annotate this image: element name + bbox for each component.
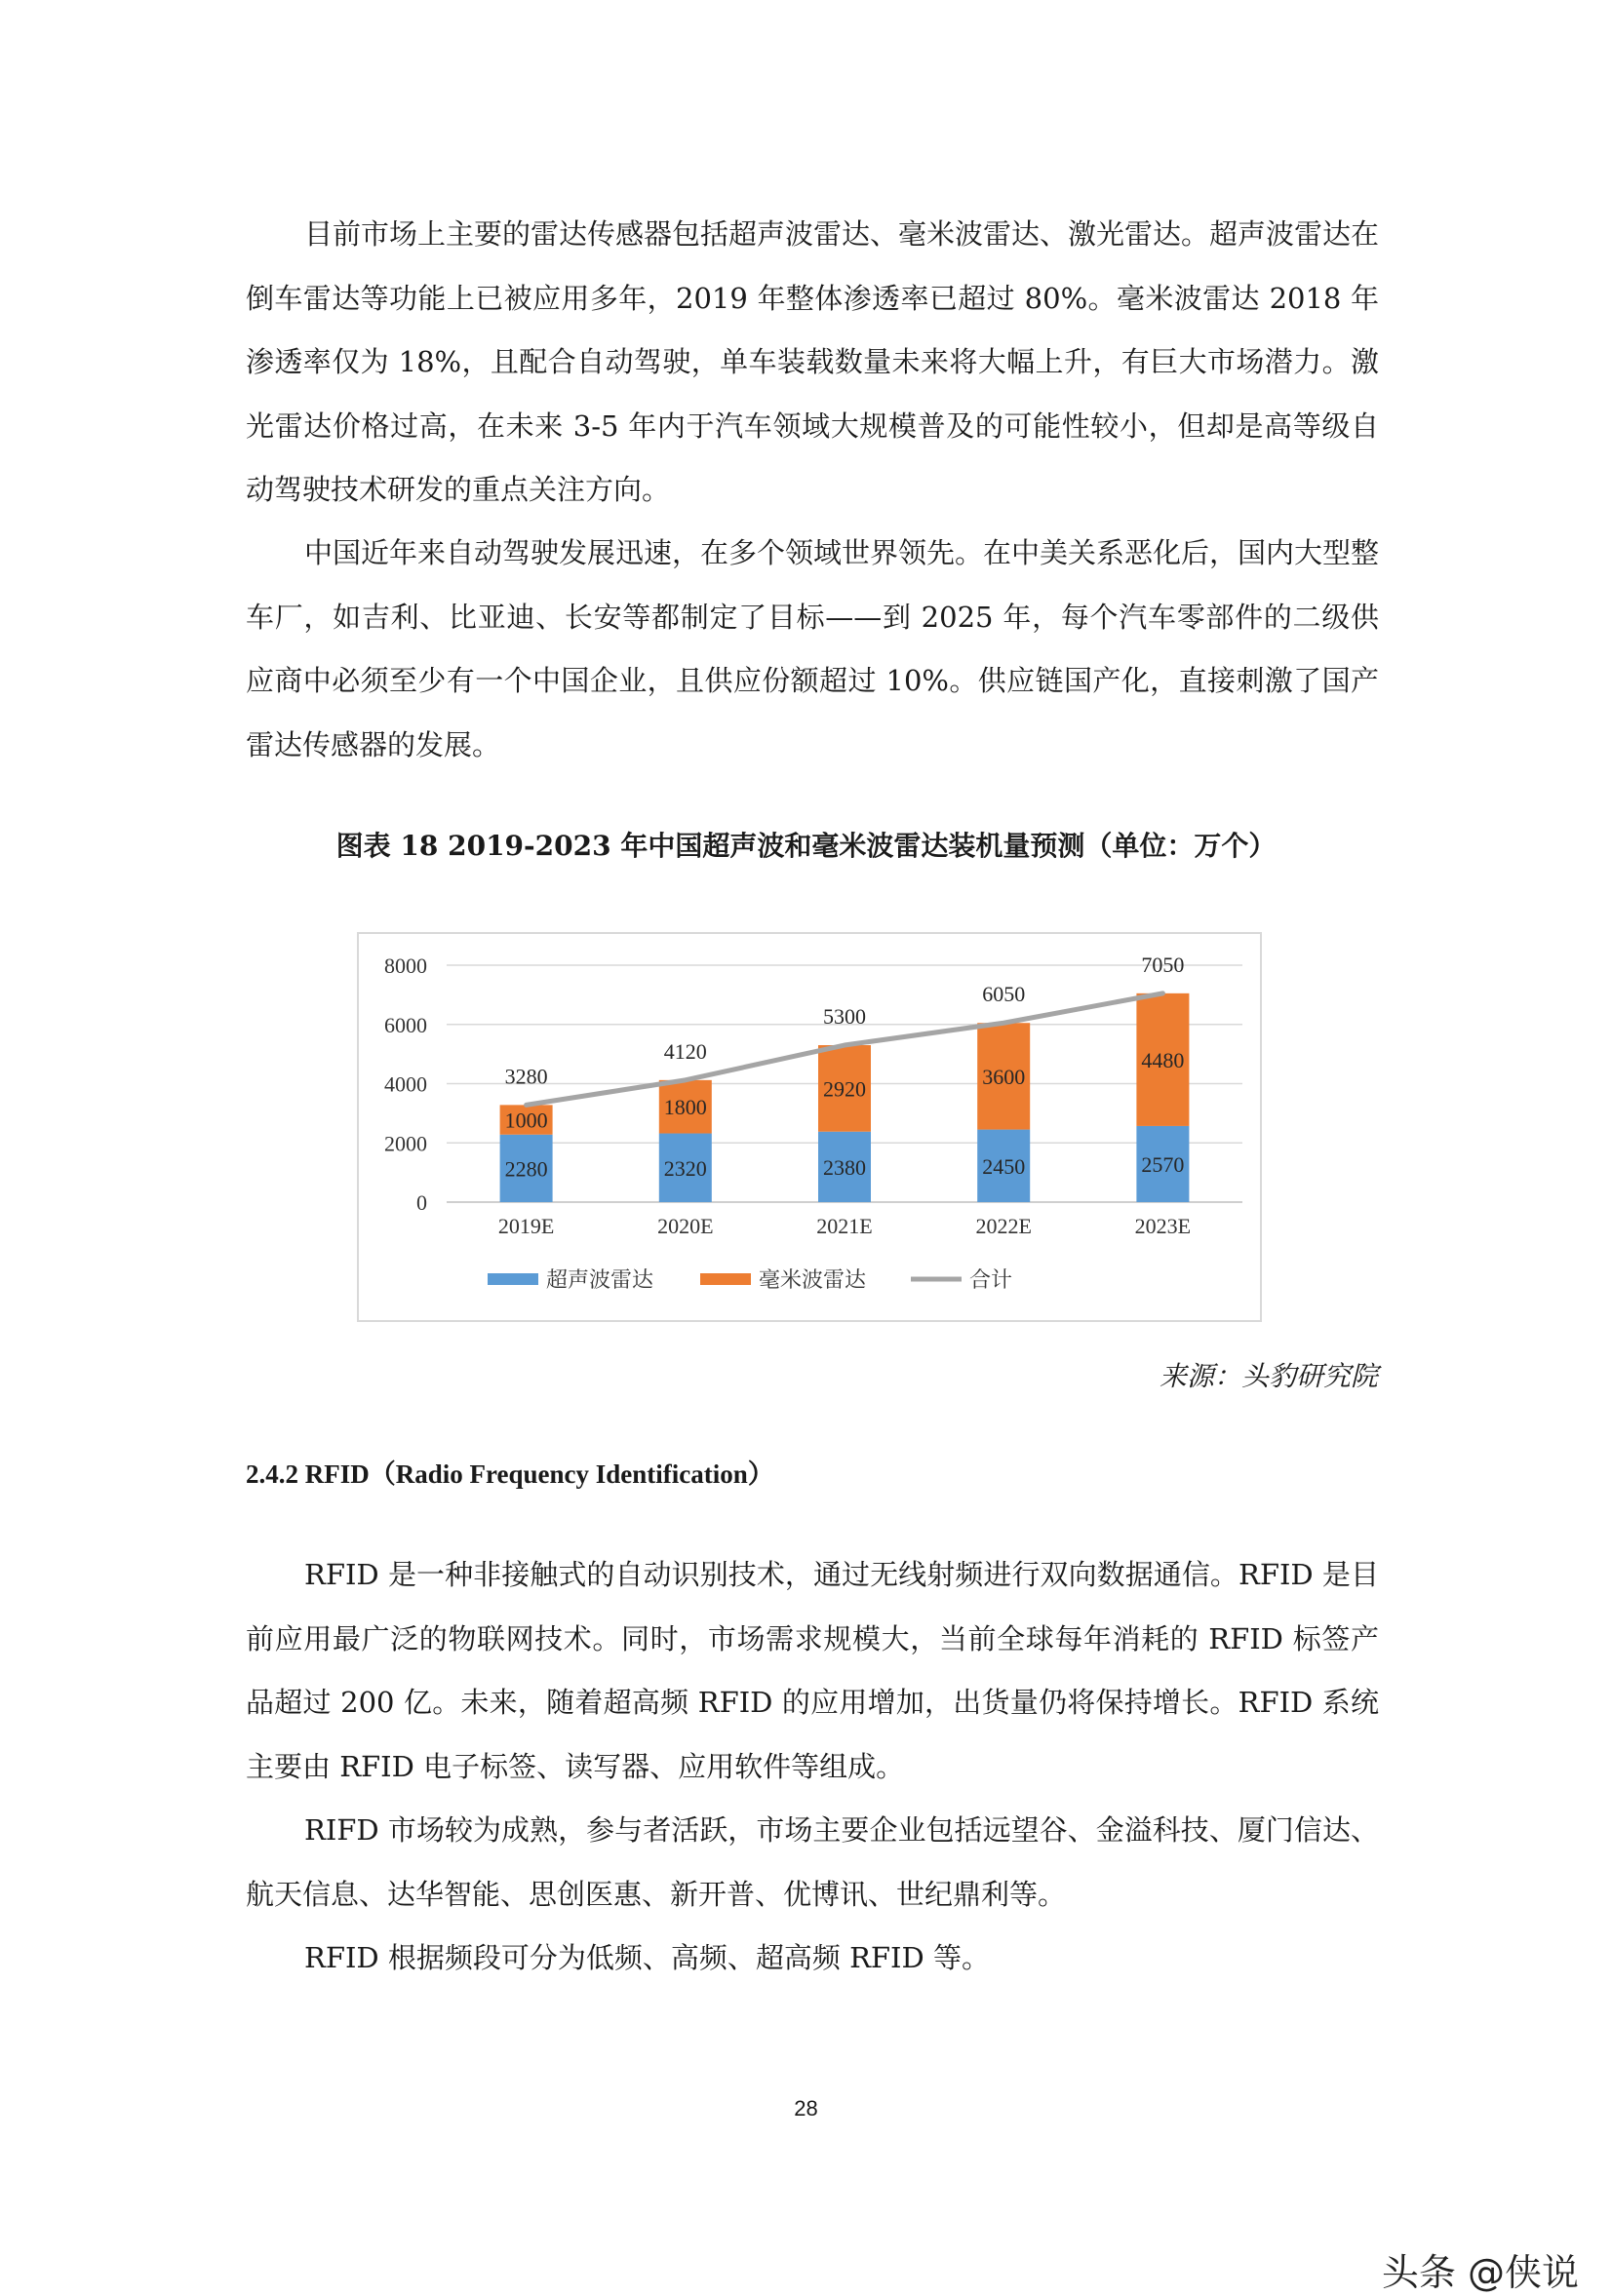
mmwave-data-label: 2920 — [823, 1076, 866, 1102]
ultrasonic-data-label: 2320 — [663, 1155, 707, 1181]
figure-caption: 图表 18 2019-2023 年中国超声波和毫米波雷达装机量预测（单位：万个） — [335, 830, 1277, 862]
watermark: 头条 @侠说 — [1381, 2251, 1579, 2294]
total-data-label: 5300 — [823, 1004, 866, 1030]
ultrasonic-data-label: 2380 — [823, 1154, 866, 1180]
paragraph-rfid-bands: RFID 根据频段可分为低频、高频、超高频 RFID 等。 — [304, 1941, 990, 1974]
page-number: 28 — [794, 2096, 818, 2121]
radar-installation-chart — [359, 934, 1260, 1320]
x-tick-label: 2019E — [497, 1214, 555, 1238]
y-tick-label: 8000 — [384, 953, 427, 978]
mmwave-data-label: 1800 — [663, 1095, 707, 1120]
chart-container — [357, 932, 1262, 1322]
paragraph-china-autonomous-driving: 中国近年来自动驾驶发展迅速，在多个领域世界领先。在中美关系恶化后，国内大型整车厂，如吉利、比亚迪、长安等都制定了目标——到 2025 年，每个汽车零部件的二级供应商中必须至少有一个中国企业，且供应份额超过 10%。供应链国产化，直接刺激了国产雷达传感器的发展。 — [246, 536, 1380, 761]
legend-swatch — [700, 1273, 751, 1285]
y-tick-label: 4000 — [384, 1071, 427, 1097]
x-tick-label: 2021E — [816, 1214, 873, 1238]
total-data-label: 4120 — [663, 1038, 707, 1064]
legend-swatch — [488, 1273, 538, 1285]
legend-label: 超声波雷达 — [546, 1267, 654, 1292]
source-note: 来源：头豹研究院 — [1159, 1360, 1378, 1392]
ultrasonic-data-label: 2570 — [1141, 1151, 1185, 1177]
section-heading: 2.4.2 RFID（Radio Frequency Identification） — [246, 1459, 774, 1489]
paragraph-rfid-intro: RFID 是一种非接触式的自动识别技术，通过无线射频进行双向数据通信。RFID 是目前应用最广泛的物联网技术。同时，市场需求规模大，当前全球每年消耗的 RFID 标签产品超过 200 亿。未来，随着超高频 RFID 的应用增加，出货量仍将保持增长。RFID 系统主要由 RFID 电子标签、读写器、应用软件等组成。 — [246, 1558, 1379, 1783]
mmwave-data-label: 3600 — [982, 1064, 1026, 1089]
legend-label: 合计 — [969, 1267, 1013, 1292]
y-tick-label: 0 — [416, 1190, 427, 1215]
paragraph-radar-sensors: 目前市场上主要的雷达传感器包括超声波雷达、毫米波雷达、激光雷达。超声波雷达在倒车雷达等功能上已被应用多年，2019 年整体渗透率已超过 80%。毫米波雷达 2018 年渗透率仅为 18%，且配合自动驾驶，单车装载数量未来将大幅上升，有巨大市场潜力。激光雷达价格过高，在未来 3-5 年内于汽车领域大规模普及的可能性较小，但却是高等级自动驾驶技术研发的重点关注方向。 — [246, 217, 1380, 506]
total-data-label: 3280 — [504, 1064, 548, 1089]
x-tick-label: 2023E — [1134, 1214, 1192, 1238]
y-tick-label: 6000 — [384, 1012, 427, 1037]
x-tick-label: 2022E — [975, 1214, 1032, 1238]
total-data-label: 7050 — [1141, 952, 1185, 977]
y-tick-label: 2000 — [384, 1131, 427, 1156]
paragraph-rfid-market: RIFD 市场较为成熟，参与者活跃，市场主要企业包括远望谷、金溢科技、厦门信达、航天信息、达华智能、思创医惠、新开普、优博讯、世纪鼎利等。 — [246, 1813, 1379, 1911]
legend-label: 毫米波雷达 — [759, 1267, 867, 1292]
mmwave-data-label: 4480 — [1141, 1047, 1185, 1072]
mmwave-data-label: 1000 — [504, 1108, 548, 1133]
ultrasonic-data-label: 2280 — [504, 1156, 548, 1182]
x-tick-label: 2020E — [657, 1214, 714, 1238]
ultrasonic-data-label: 2450 — [982, 1153, 1026, 1179]
total-data-label: 6050 — [982, 982, 1026, 1007]
